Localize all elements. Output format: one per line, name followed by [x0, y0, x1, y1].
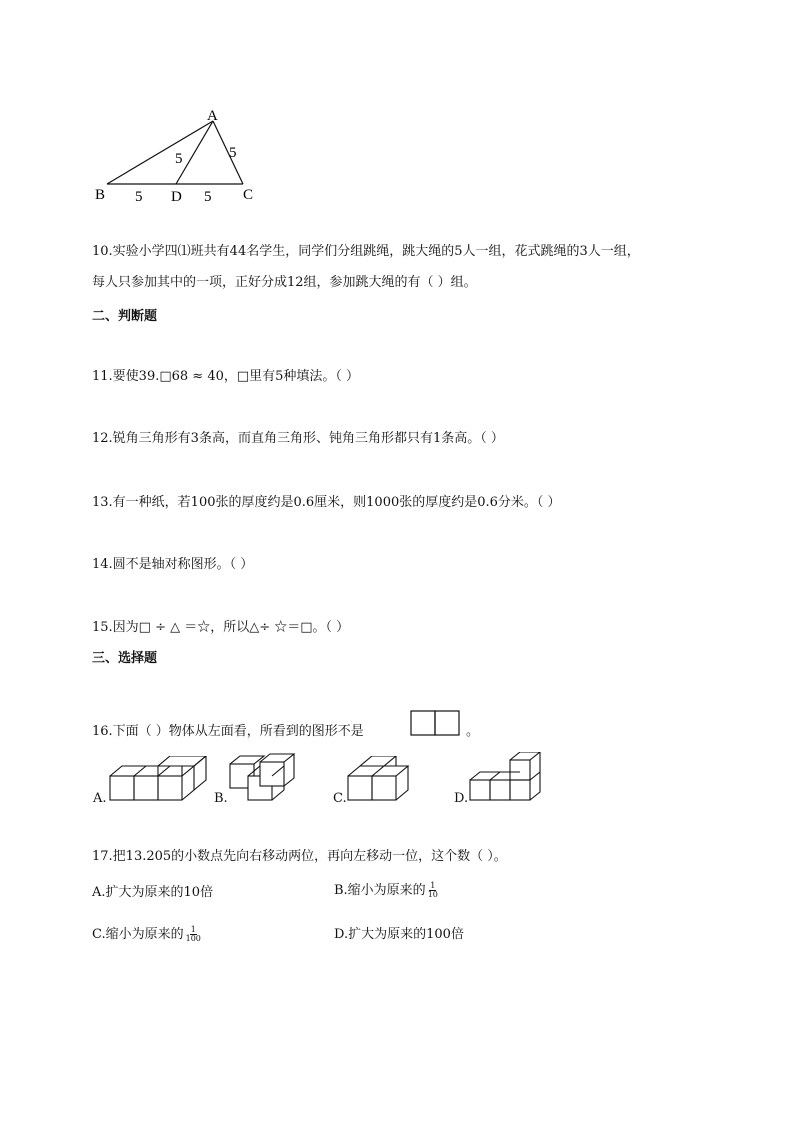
section-heading-choice: 三、选择题 [92, 651, 158, 666]
question-13: 13.有一种纸，若100张的厚度约是0.6厘米，则1000张的厚度约是0.6分米。（ ） [92, 495, 561, 510]
question-17-stem: 17.把13.205的小数点先向右移动两位，再向左移动一位，这个数（ ）。 [92, 849, 507, 864]
triangle-figure [90, 100, 270, 210]
question-11: 11.要使39.□68 ≈ 40，□里有5种填法。（ ） [92, 369, 360, 384]
fraction-one-tenth [427, 882, 439, 899]
vertex-A: A [207, 108, 218, 124]
question-14: 14.圆不是轴对称图形。（ ） [92, 557, 254, 572]
option-17-B [334, 882, 439, 900]
label-BD: 5 [135, 189, 143, 205]
option-16-B-cubes [228, 752, 298, 802]
option-17-D: D.扩大为原来的100倍 [334, 927, 464, 942]
fraction-numerator: 1 [430, 881, 436, 890]
vertex-D: D [171, 189, 182, 205]
two-square-view-figure [410, 710, 462, 738]
section-heading-judgment: 二、判断题 [92, 309, 158, 324]
question-16-stem-end: 。 [466, 724, 480, 739]
option-16-A-cubes [108, 756, 210, 802]
fraction-denominator: 100 [185, 934, 201, 943]
label-AC: 5 [229, 145, 237, 161]
option-17-A: A.扩大为原来的10倍 [92, 885, 214, 900]
segment-AC [213, 121, 243, 184]
vertex-B: B [95, 187, 106, 203]
fraction-numerator: 1 [190, 925, 196, 934]
label-AD: 5 [175, 151, 183, 167]
option-16-B-label: B. [214, 791, 228, 806]
question-16-stem [92, 723, 364, 741]
option-17-B-text: B.缩小为原来的 [334, 883, 426, 898]
label-DC: 5 [204, 189, 212, 205]
option-17-C [92, 926, 202, 944]
fraction-denominator: 10 [427, 890, 438, 899]
question-15: 15.因为□ ÷ △ ＝☆，所以△÷ ☆＝□。（ ） [92, 620, 350, 635]
vertex-C: C [243, 187, 254, 203]
segment-AB [107, 121, 213, 184]
question-12: 12.锐角三角形有3条高，而直角三角形、钝角三角形都只有1条高。（ ） [92, 431, 504, 446]
option-17-C-text: C.缩小为原来的 [92, 927, 184, 942]
option-16-A-label: A. [93, 791, 107, 806]
option-16-C-label: C. [333, 791, 347, 806]
option-16-D-label: D. [454, 791, 469, 806]
question-10-line1: 10.实验小学四⑴班共有44名学生，同学们分组跳绳，跳大绳的5人一组，花式跳绳的3人一组， [92, 244, 640, 259]
fraction-one-hundredth [185, 926, 202, 943]
question-16-stem-text: 16.下面（ ）物体从左面看，所看到的图形不是 [92, 724, 364, 739]
option-16-C-cubes [346, 756, 416, 802]
question-10-line2: 每人只参加其中的一项，正好分成12组，参加跳大绳的有（ ）组。 [92, 275, 477, 290]
option-16-D-cubes [468, 752, 542, 802]
